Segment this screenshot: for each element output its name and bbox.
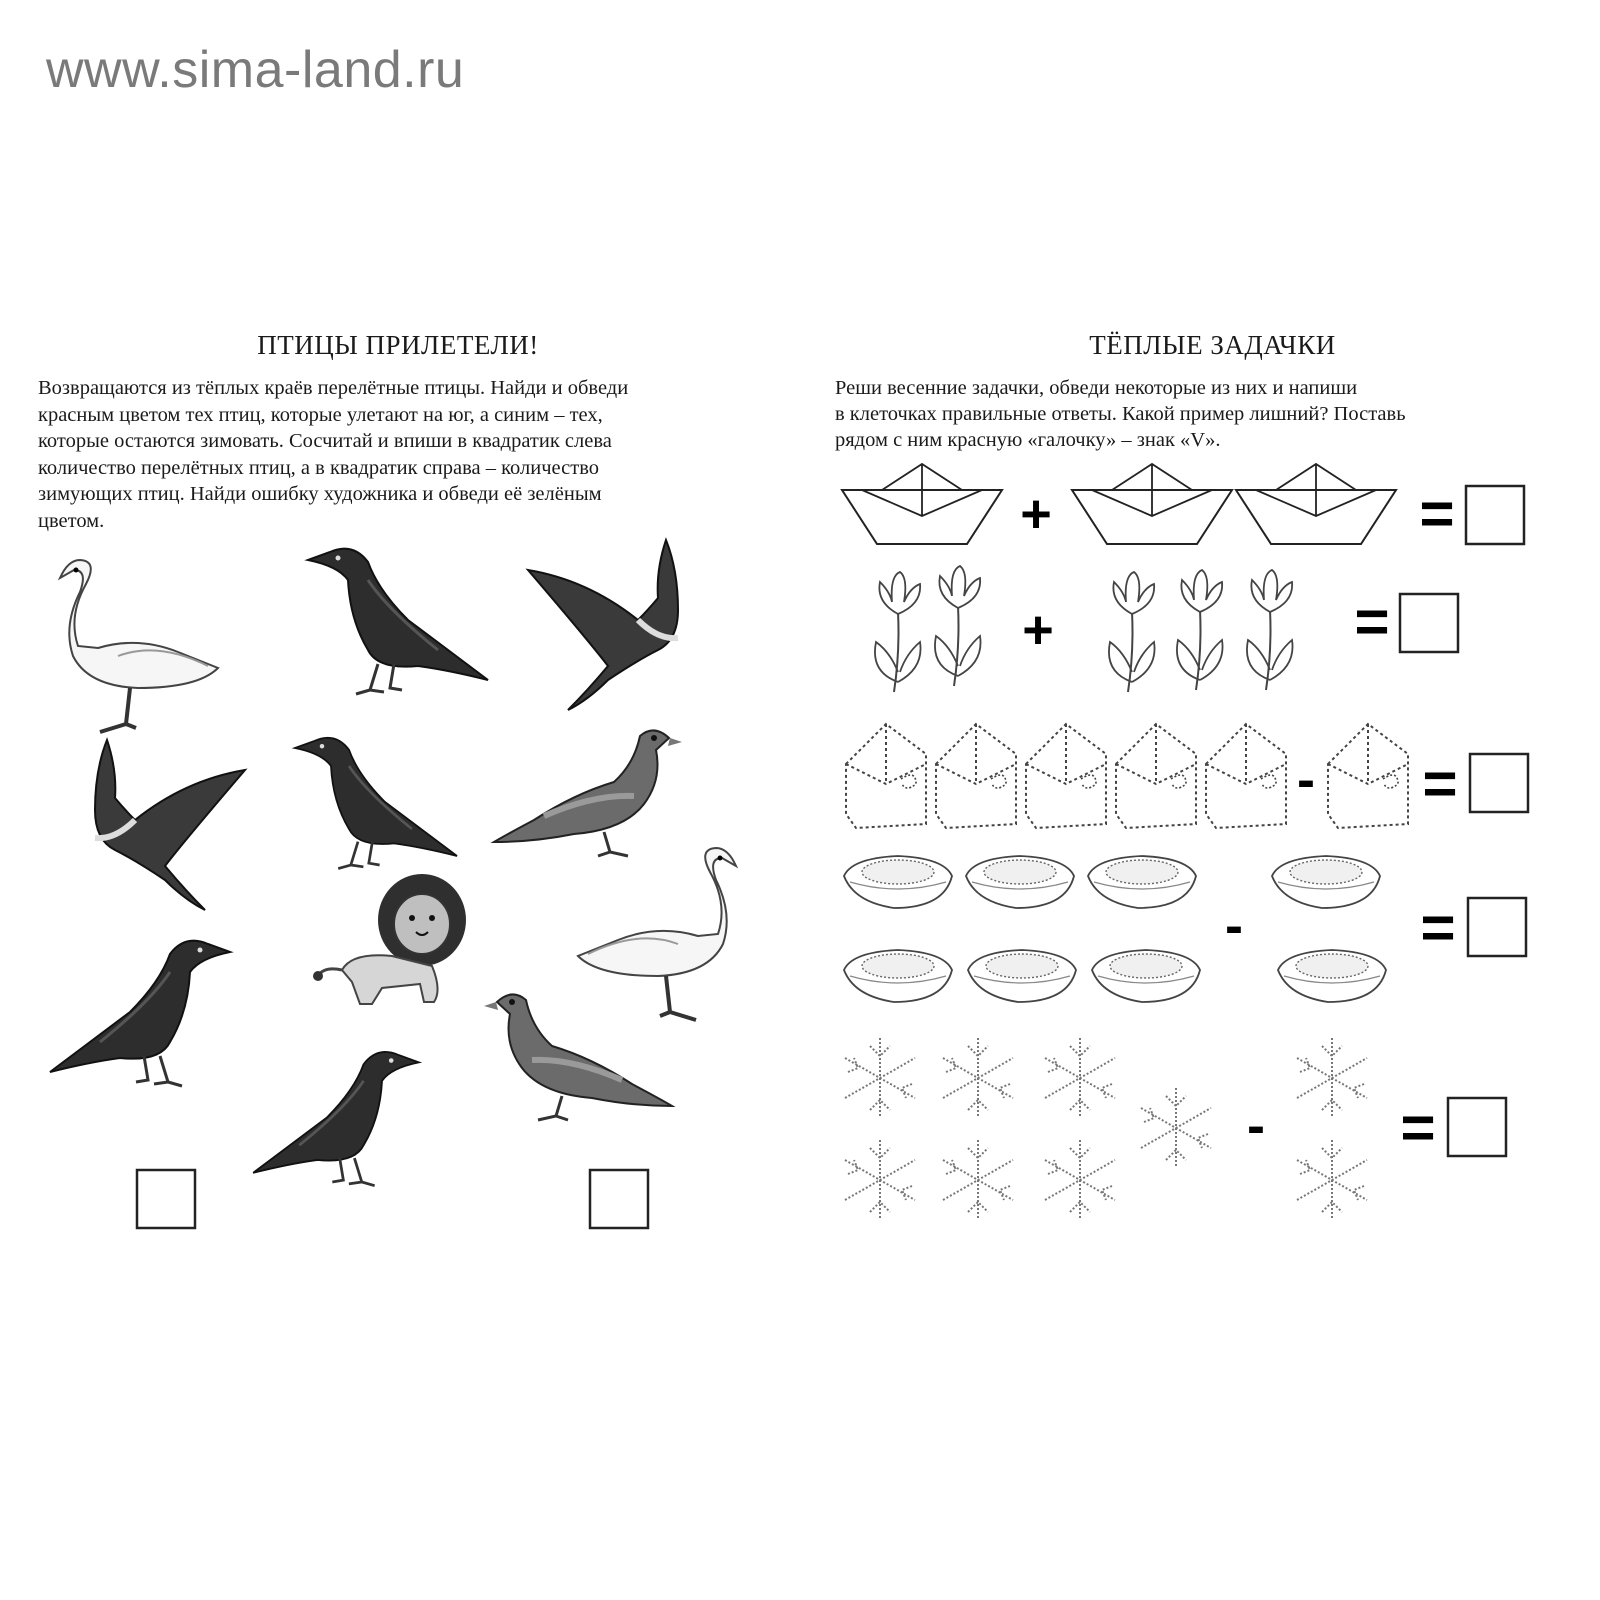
operator-plus: + bbox=[1020, 484, 1052, 544]
nest bbox=[1278, 950, 1386, 1002]
left-page-title: ПТИЦЫ ПРИЛЕТЕЛИ! bbox=[257, 330, 539, 360]
flower bbox=[1109, 572, 1155, 692]
birdhouse bbox=[846, 724, 926, 828]
flower bbox=[875, 572, 921, 692]
text-line: красным цветом тех птиц, которые улетают на юг, а синим – тех, bbox=[38, 403, 603, 426]
snowflake bbox=[1141, 1088, 1211, 1168]
answer-box[interactable] bbox=[1468, 898, 1526, 956]
birdhouse bbox=[1206, 724, 1286, 828]
snowflake bbox=[1045, 1140, 1115, 1220]
text-line: зимующих птиц. Найди ошибку художника и обведи её зелёным bbox=[38, 483, 602, 505]
paper-boat bbox=[1236, 464, 1396, 544]
nest bbox=[1272, 856, 1380, 908]
flower bbox=[1247, 570, 1293, 690]
snowflake bbox=[1297, 1038, 1367, 1118]
problem-snowflakes[interactable] bbox=[845, 1038, 1506, 1220]
site-watermark: www.sima-land.ru bbox=[46, 41, 465, 99]
text-line: в клеточках правильные ответы. Какой пример лишний? Поставь bbox=[835, 403, 1406, 425]
equals-sign: = bbox=[1419, 480, 1455, 547]
answer-box[interactable] bbox=[1448, 1098, 1506, 1156]
paper-boat bbox=[842, 464, 1002, 544]
operator-minus: - bbox=[1297, 750, 1315, 810]
nest bbox=[1092, 950, 1200, 1002]
equals-sign: = bbox=[1354, 588, 1390, 655]
snowflake bbox=[943, 1140, 1013, 1220]
text-line: рядом с ним красную «галочку» – знак «V». bbox=[835, 429, 1221, 451]
snowflake bbox=[1297, 1140, 1367, 1220]
text-line: цветом. bbox=[38, 509, 105, 532]
birdhouse bbox=[1116, 724, 1196, 828]
nest bbox=[844, 856, 952, 908]
equals-sign: = bbox=[1400, 1094, 1436, 1161]
equals-sign: = bbox=[1422, 750, 1458, 817]
flower bbox=[935, 566, 981, 686]
text-line: которые остаются зимовать. Сосчитай и впиши в квадратик слева bbox=[38, 430, 612, 452]
answer-box[interactable] bbox=[1470, 754, 1528, 812]
snowflake bbox=[845, 1038, 915, 1118]
operator-plus: + bbox=[1022, 600, 1054, 660]
nest bbox=[1088, 856, 1196, 908]
text-line: Возвращаются из тёплых краёв перелётные птицы. Найди и обведи bbox=[38, 377, 629, 399]
operator-minus: - bbox=[1247, 1096, 1265, 1156]
snowflake bbox=[1045, 1038, 1115, 1118]
snowflake bbox=[943, 1038, 1013, 1118]
birdhouse bbox=[1328, 724, 1408, 828]
text-line: количество перелётных птиц, а в квадратик справа – количество bbox=[38, 456, 599, 479]
problem-nests[interactable] bbox=[844, 856, 1526, 1002]
equals-sign: = bbox=[1420, 894, 1456, 961]
nest bbox=[844, 950, 952, 1002]
birdhouse bbox=[936, 724, 1016, 828]
right-page-title: ТЁПЛЫЕ ЗАДАЧКИ bbox=[1089, 330, 1336, 360]
problem-boats[interactable] bbox=[842, 464, 1524, 547]
nest bbox=[968, 950, 1076, 1002]
operator-minus: - bbox=[1225, 896, 1243, 956]
problem-birdhouses[interactable] bbox=[846, 724, 1528, 828]
answer-box[interactable] bbox=[1400, 594, 1458, 652]
text-line: Реши весенние задачки, обведи некоторые из них и напиши bbox=[835, 377, 1358, 399]
flower bbox=[1177, 570, 1223, 690]
answer-box[interactable] bbox=[1466, 486, 1524, 544]
snowflake bbox=[845, 1140, 915, 1220]
nest bbox=[966, 856, 1074, 908]
problem-flowers[interactable] bbox=[875, 566, 1458, 692]
paper-boat bbox=[1072, 464, 1232, 544]
birdhouse bbox=[1026, 724, 1106, 828]
